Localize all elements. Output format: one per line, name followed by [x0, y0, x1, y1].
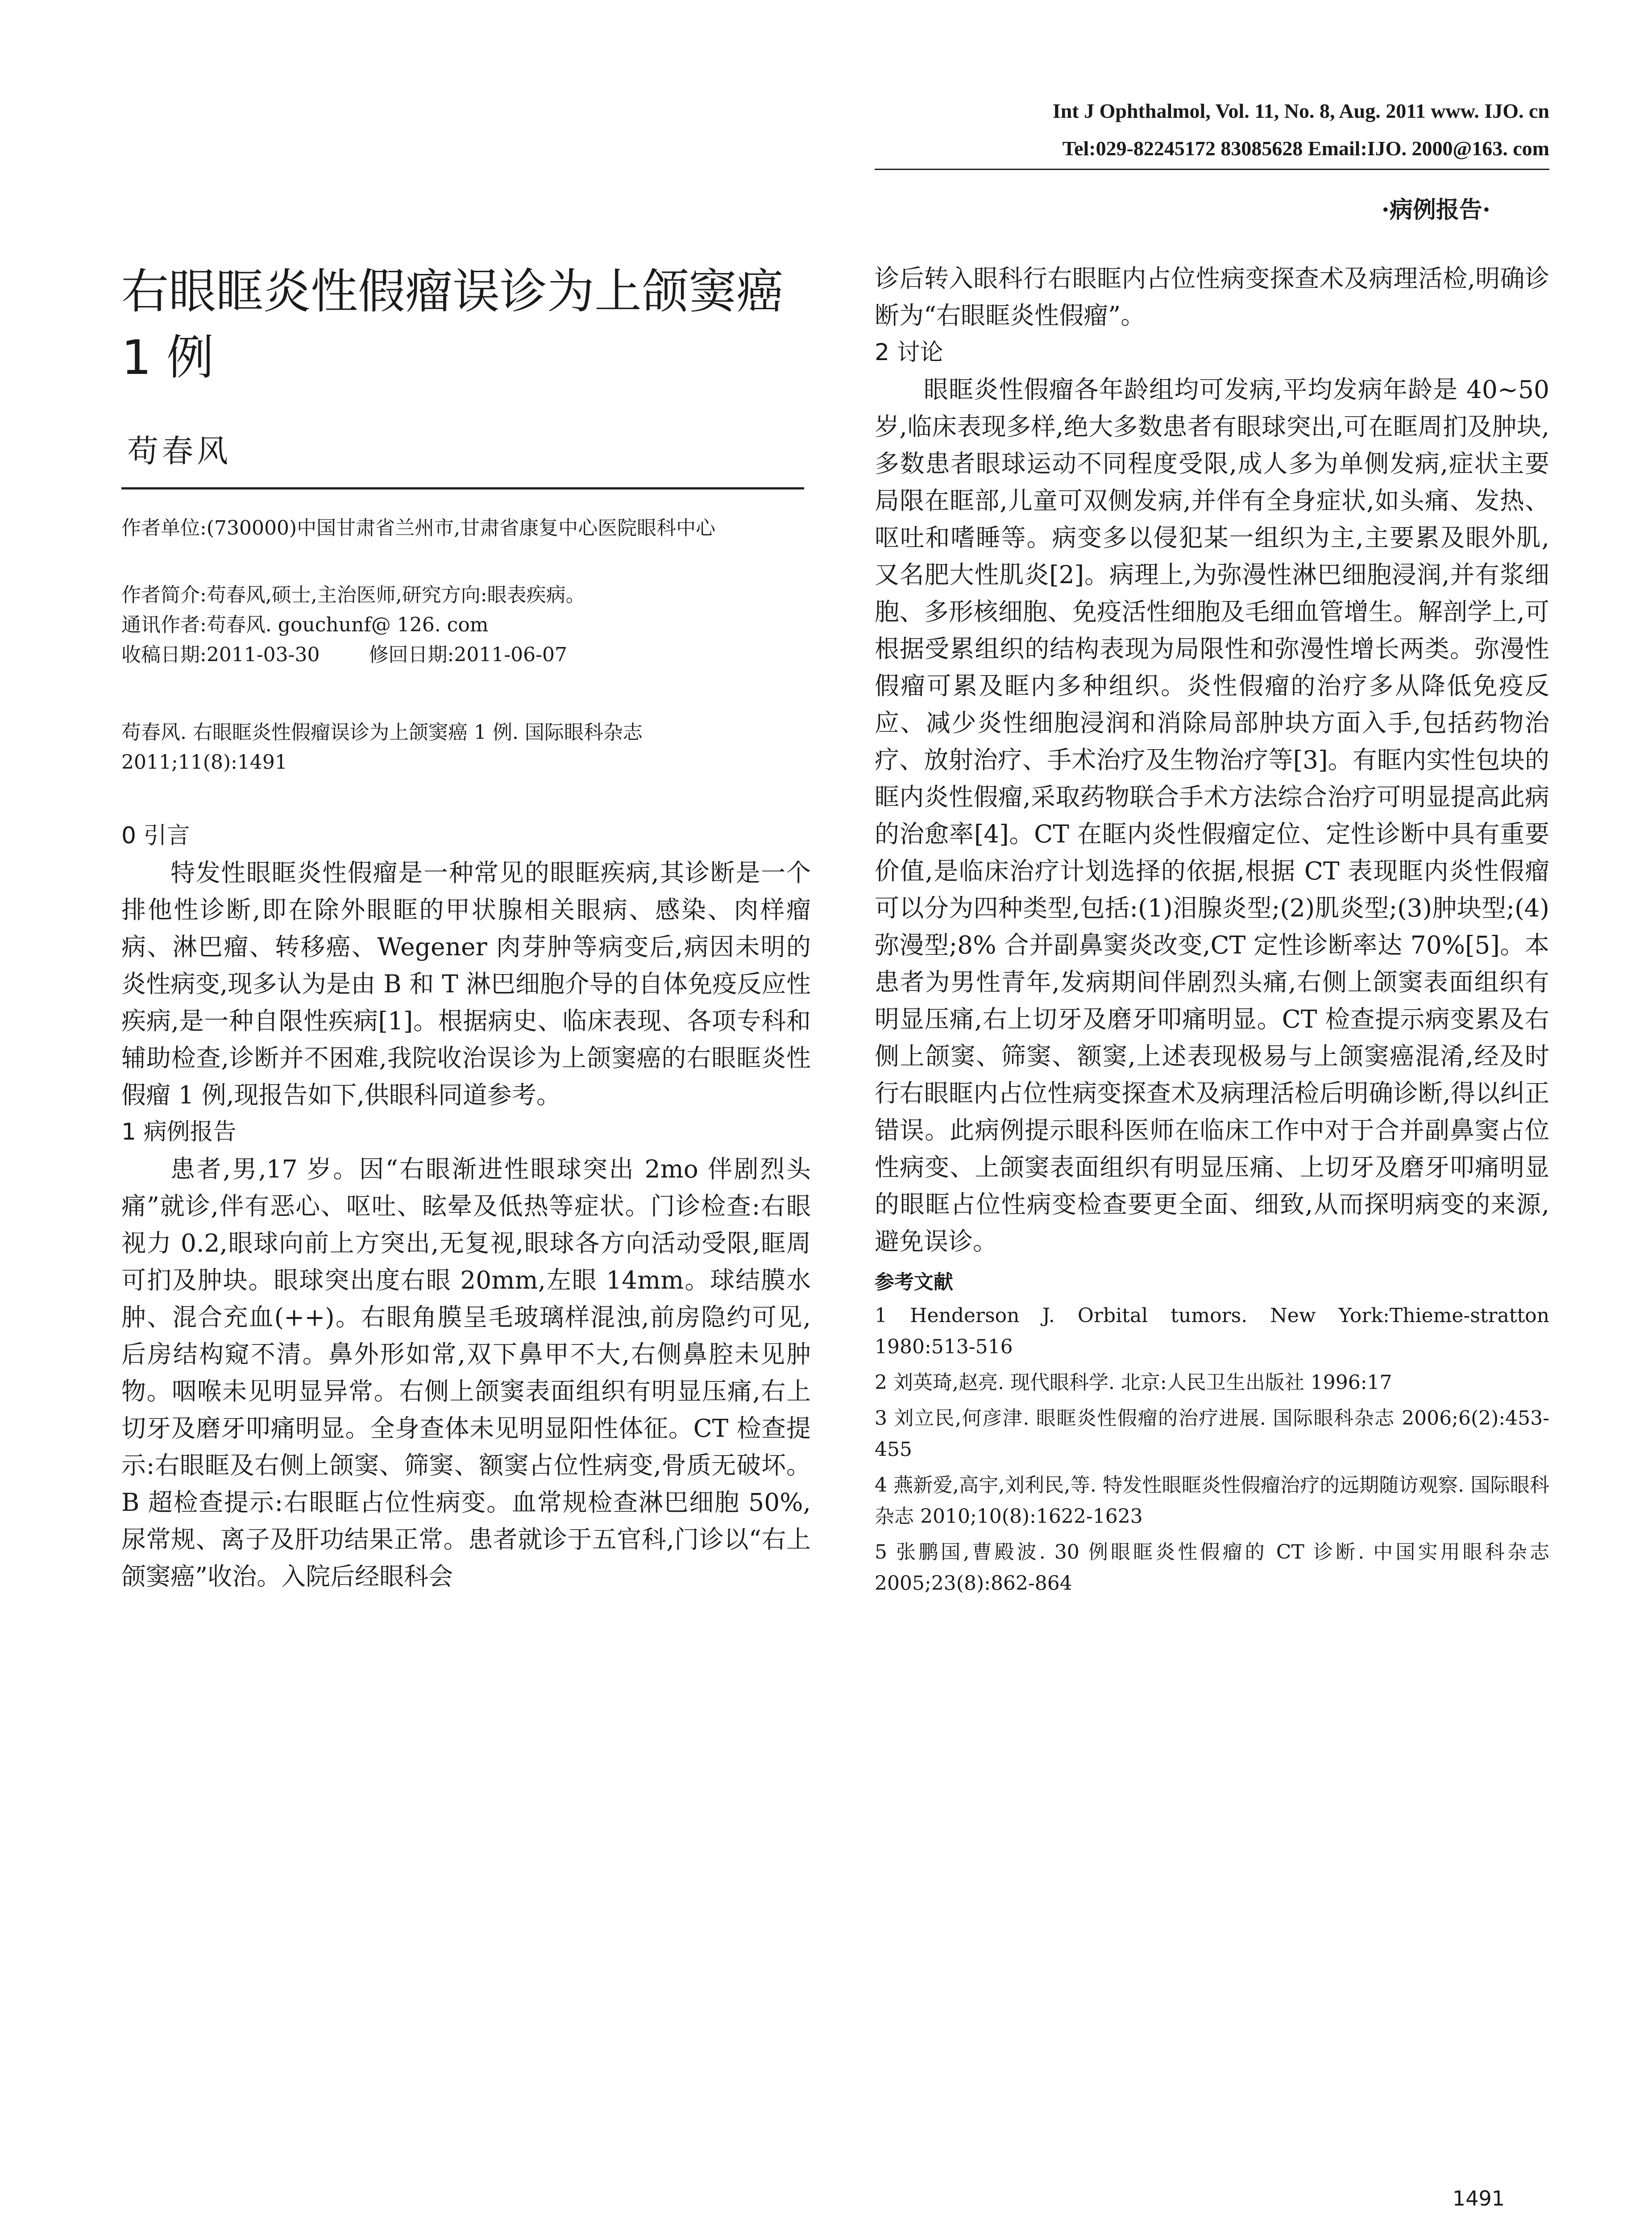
reference-item: 5 张鹏国,曹殿波. 30 例眼眶炎性假瘤的 CT 诊断. 中国实用眼科杂志 2005;23(8):862-864	[875, 1541, 1549, 1595]
article-dates	[121, 640, 811, 670]
left-column	[121, 817, 811, 1595]
received-date: 收稿日期:2011-03-30	[121, 643, 320, 666]
citation: 苟春风. 右眼眶炎性假瘤误诊为上颌窦癌 1 例. 国际眼科杂志 2011;11(8):1491	[121, 721, 643, 774]
title-rule	[121, 487, 804, 489]
revised-date: 修回日期:2011-06-07	[369, 643, 568, 666]
reference-item: 2 刘英琦,赵亮. 现代眼科学. 北京:人民卫生出版社 1996:17	[875, 1371, 1392, 1394]
section-tag: ·病例报告·	[1381, 196, 1490, 224]
references-heading: 参考文献	[875, 1271, 953, 1294]
references	[875, 1265, 1549, 1599]
discussion-paragraph: 眼眶炎性假瘤各年龄组均可发病,平均发病年龄是 40~50 岁,临床表现多样,绝大多数患者有眼球突出,可在眶周扪及肿块,多数患者眼球运动不同程度受限,成人多为单侧发病,症状主要局限在眶部,儿童可双侧发病,并伴有全身症状,如头痛、发热、呕吐和嗜睡等。病变多以侵犯某一组织为主,主要累及眼外肌,又名肥大性肌炎[2]。病理上,为弥漫性淋巴细胞浸润,并有浆细胞、多形核细胞、免疫活性细胞及毛细血管增生。解剖学上,可根据受累组织的结构表现为局限性和弥漫性增长两类。弥漫性假瘤可累及眶内多种组织。炎性假瘤的治疗多从降低免疫反应、减少炎性细胞浸润和消除局部肿块方面入手,包括药物治疗、放射治疗、手术治疗及生物治疗等[3]。有眶内实性包块的眶内炎性假瘤,采取药物联合手术方法综合治疗可明显提高此病的治愈率[4]。CT 在眶内炎性假瘤定位、定性诊断中具有重要价值,是临床治疗计划选择的依据,根据 CT 表现眶内炎性假瘤可以分为四种类型,包括:(1)泪腺炎型;(2)肌炎型;(3)肿块型;(4)弥漫型;8% 合并副鼻窦炎改变,CT 定性诊断率达 70%[5]。本患者为男性青年,发病期间伴剧烈头痛,右侧上颌窦表面组织有明显压痛,右上切牙及磨牙叩痛明显。CT 检查提示病变累及右侧上颌窦、筛窦、额窦,上述表现极易与上颌窦癌混淆,经及时行右眼眶内占位性病变探查术及病理活检后明确诊断,得以纠正错误。此病例提示眼科医师在临床工作中对于合并副鼻窦占位性病变、上颌窦表面组织有明显压痛、上切牙及磨牙叩痛明显的眼眶占位性病变检查要更全面、细致,从而探明病变的来源,避免误诊。	[875, 375, 1550, 1256]
reference-item: 3 刘立民,何彦津. 眼眶炎性假瘤的治疗进展. 国际眼科杂志 2006;6(2):453-455	[875, 1407, 1549, 1461]
corresponding-author: 通讯作者:苟春风. gouchunf@ 126. com	[121, 614, 489, 636]
right-column	[875, 260, 1549, 1604]
author-name: 苟春风	[127, 433, 232, 469]
case-heading: 1 病例报告	[121, 1119, 237, 1145]
discussion-heading: 2 讨论	[875, 339, 943, 366]
reference-item: 1 Henderson J. Orbital tumors. New York:Thieme-stratton 1980:513-516	[875, 1304, 1549, 1358]
journal-header-line1: Int J Ophthalmol, Vol. 11, No. 8, Aug. 2011 www. IJO. cn	[1052, 100, 1549, 122]
intro-paragraph: 特发性眼眶炎性假瘤是一种常见的眼眶疾病,其诊断是一个排他性诊断,即在除外眼眶的甲状腺相关眼病、感染、肉样瘤病、淋巴瘤、转移癌、Wegener 肉芽肿等病变后,病因未明的炎性病变,现多认为是由 B 和 T 淋巴细胞介导的自体免疫反应性疾病,是一种自限性疾病[1]。根据病史、临床表现、各项专科和辅助检查,诊断并不困难,我院收治误诊为上颌窦癌的右眼眶炎性假瘤 1 例,现报告如下,供眼科同道参考。	[121, 858, 811, 1109]
case-paragraph: 患者,男,17 岁。因“右眼渐进性眼球突出 2mo 伴剧烈头痛”就诊,伴有恶心、呕吐、眩晕及低热等症状。门诊检查:右眼视力 0.2,眼球向前上方突出,无复视,眼球各方向活动受限,眶周可扪及肿块。眼球突出度右眼 20mm,左眼 14mm。球结膜水肿、混合充血(++)。右眼角膜呈毛玻璃样混浊,前房隐约可见,后房结构窥不清。鼻外形如常,双下鼻甲不大,右侧鼻腔未见肿物。咽喉未见明显异常。右侧上颌窦表面组织有明显压痛,右上切牙及磨牙叩痛明显。全身查体未见明显阳性体征。CT 检查提示:右眼眶及右侧上颌窦、筛窦、额窦占位性病变,骨质无破坏。B 超检查提示:右眼眶占位性病变。血常规检查淋巴细胞 50%,尿常规、离子及肝功结果正常。患者就诊于五官科,门诊以“右上颌窦癌”收治。入院后经眼科会	[121, 1155, 811, 1591]
header-rule	[875, 169, 1549, 170]
article-title: 右眼眶炎性假瘤误诊为上颌窦癌 1 例	[121, 264, 784, 385]
author-affiliation: 作者单位:(730000)中国甘肃省兰州市,甘肃省康复中心医院眼科中心	[121, 517, 716, 539]
reference-item: 4 燕新爱,高宇,刘利民,等. 特发性眼眶炎性假瘤治疗的远期随访观察. 国际眼科杂志 2010;10(8):1622-1623	[875, 1474, 1549, 1528]
journal-header-line2: Tel:029-82245172 83085628 Email:IJO. 2000@163. com	[1062, 137, 1549, 160]
case-paragraph-continued: 诊后转入眼科行右眼眶内占位性病变探查术及病理活检,明确诊断为“右眼眶炎性假瘤”。	[875, 264, 1549, 330]
intro-heading: 0 引言	[121, 822, 190, 849]
author-bio: 作者简介:苟春风,硕士,主治医师,研究方向:眼表疾病。	[121, 584, 585, 606]
page-number: 1491	[1452, 2186, 1505, 2210]
